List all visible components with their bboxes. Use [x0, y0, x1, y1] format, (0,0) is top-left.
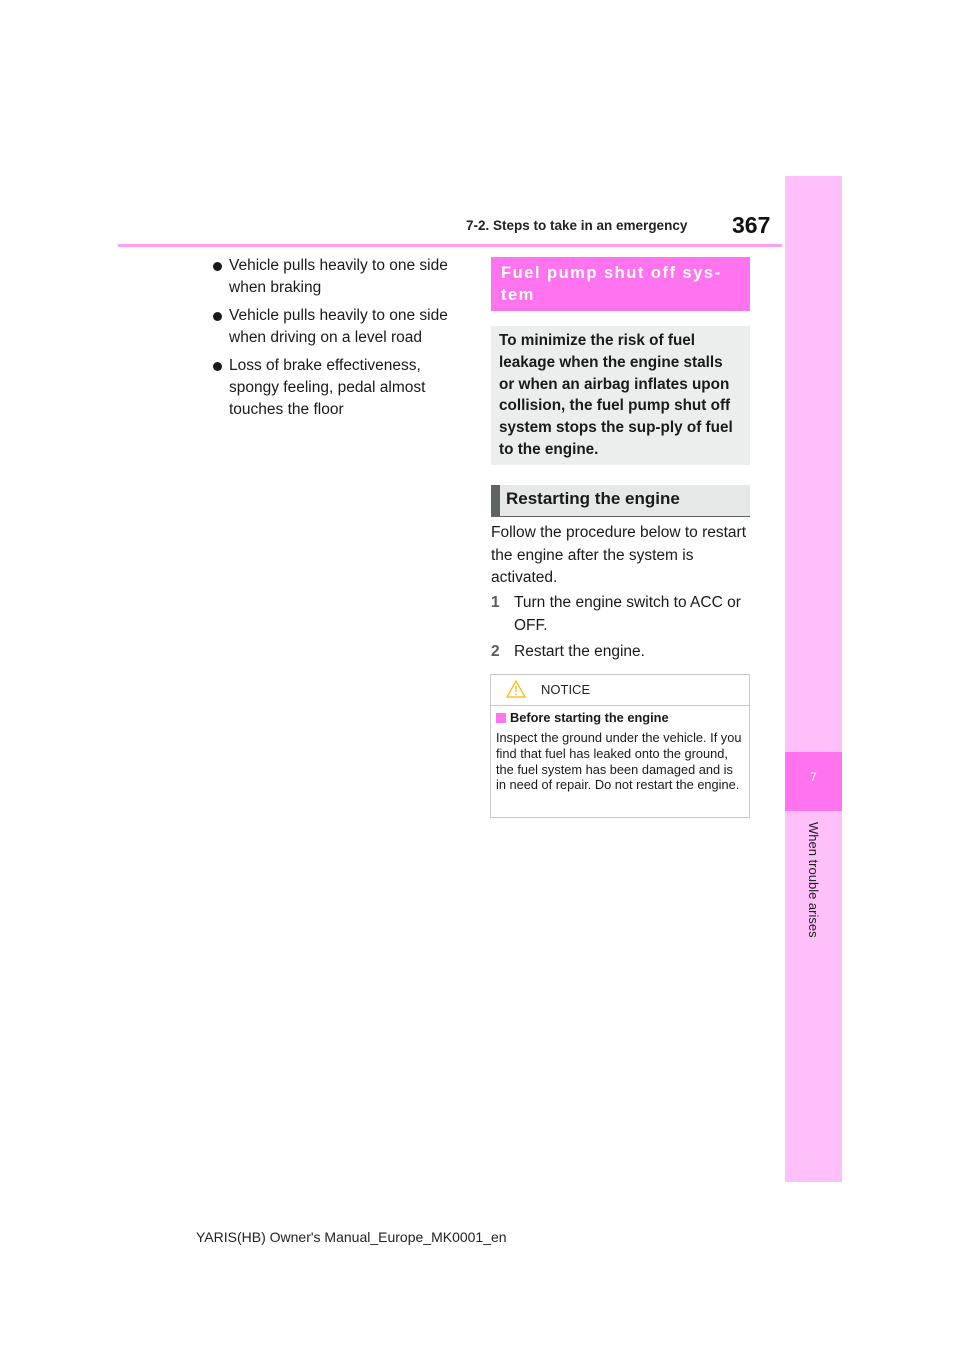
bullet-dot-icon [213, 262, 222, 271]
step-number: 1 [491, 594, 500, 611]
bullet-text: Vehicle pulls heavily to one side when braking [229, 257, 448, 296]
step-item [491, 641, 753, 664]
square-bullet-icon [496, 713, 506, 723]
bullet-item [212, 255, 468, 299]
warning-triangle-icon [506, 680, 526, 698]
chapter-side-tab [785, 176, 842, 1182]
notice-box [490, 674, 750, 818]
intro-paragraph: Follow the procedure below to restart the engine after the system is activated. [491, 524, 747, 586]
bullet-item [212, 305, 468, 349]
page-number: 367 [732, 212, 771, 238]
symptom-bullet-list [212, 255, 468, 427]
step-text: Restart the engine. [514, 643, 645, 660]
subsection-heading: Restarting the engine [491, 485, 750, 517]
step-item [491, 592, 753, 637]
bullet-text: Loss of brake effectiveness, spongy feeling, pedal almost touches the floor [229, 357, 426, 418]
step-number: 2 [491, 643, 500, 660]
chapter-number: 7 [810, 770, 817, 784]
chapter-title: When trouble arises [806, 822, 821, 938]
bullet-dot-icon [213, 362, 222, 371]
notice-subhead-text: Before starting the engine [510, 710, 669, 725]
bullet-dot-icon [213, 312, 222, 321]
footer-manual-id: YARIS(HB) Owner's Manual_Europe_MK0001_en [196, 1229, 507, 1245]
step-text: Turn the engine switch to ACC or OFF. [514, 594, 741, 634]
bullet-item [212, 355, 468, 421]
bullet-text: Vehicle pulls heavily to one side when driving on a level road [229, 307, 448, 346]
main-section-heading: Fuel pump shut off sys-tem [491, 257, 750, 311]
notice-subhead [496, 710, 669, 725]
header-rule [118, 244, 782, 247]
notice-label: NOTICE [541, 682, 591, 697]
notice-body: Inspect the ground under the vehicle. If you find that fuel has leaked onto the ground, the fuel system has been damaged and is in need of repair. Do not restart the engine. [496, 730, 742, 793]
header-section-title: 7-2. Steps to take in an emergency [466, 218, 688, 233]
summary-box: To minimize the risk of fuel leakage when the engine stalls or when an airbag inflates upon collision, the fuel pump shut off system stops the sup-ply of fuel to the engine. [491, 326, 750, 465]
notice-header [491, 675, 749, 706]
